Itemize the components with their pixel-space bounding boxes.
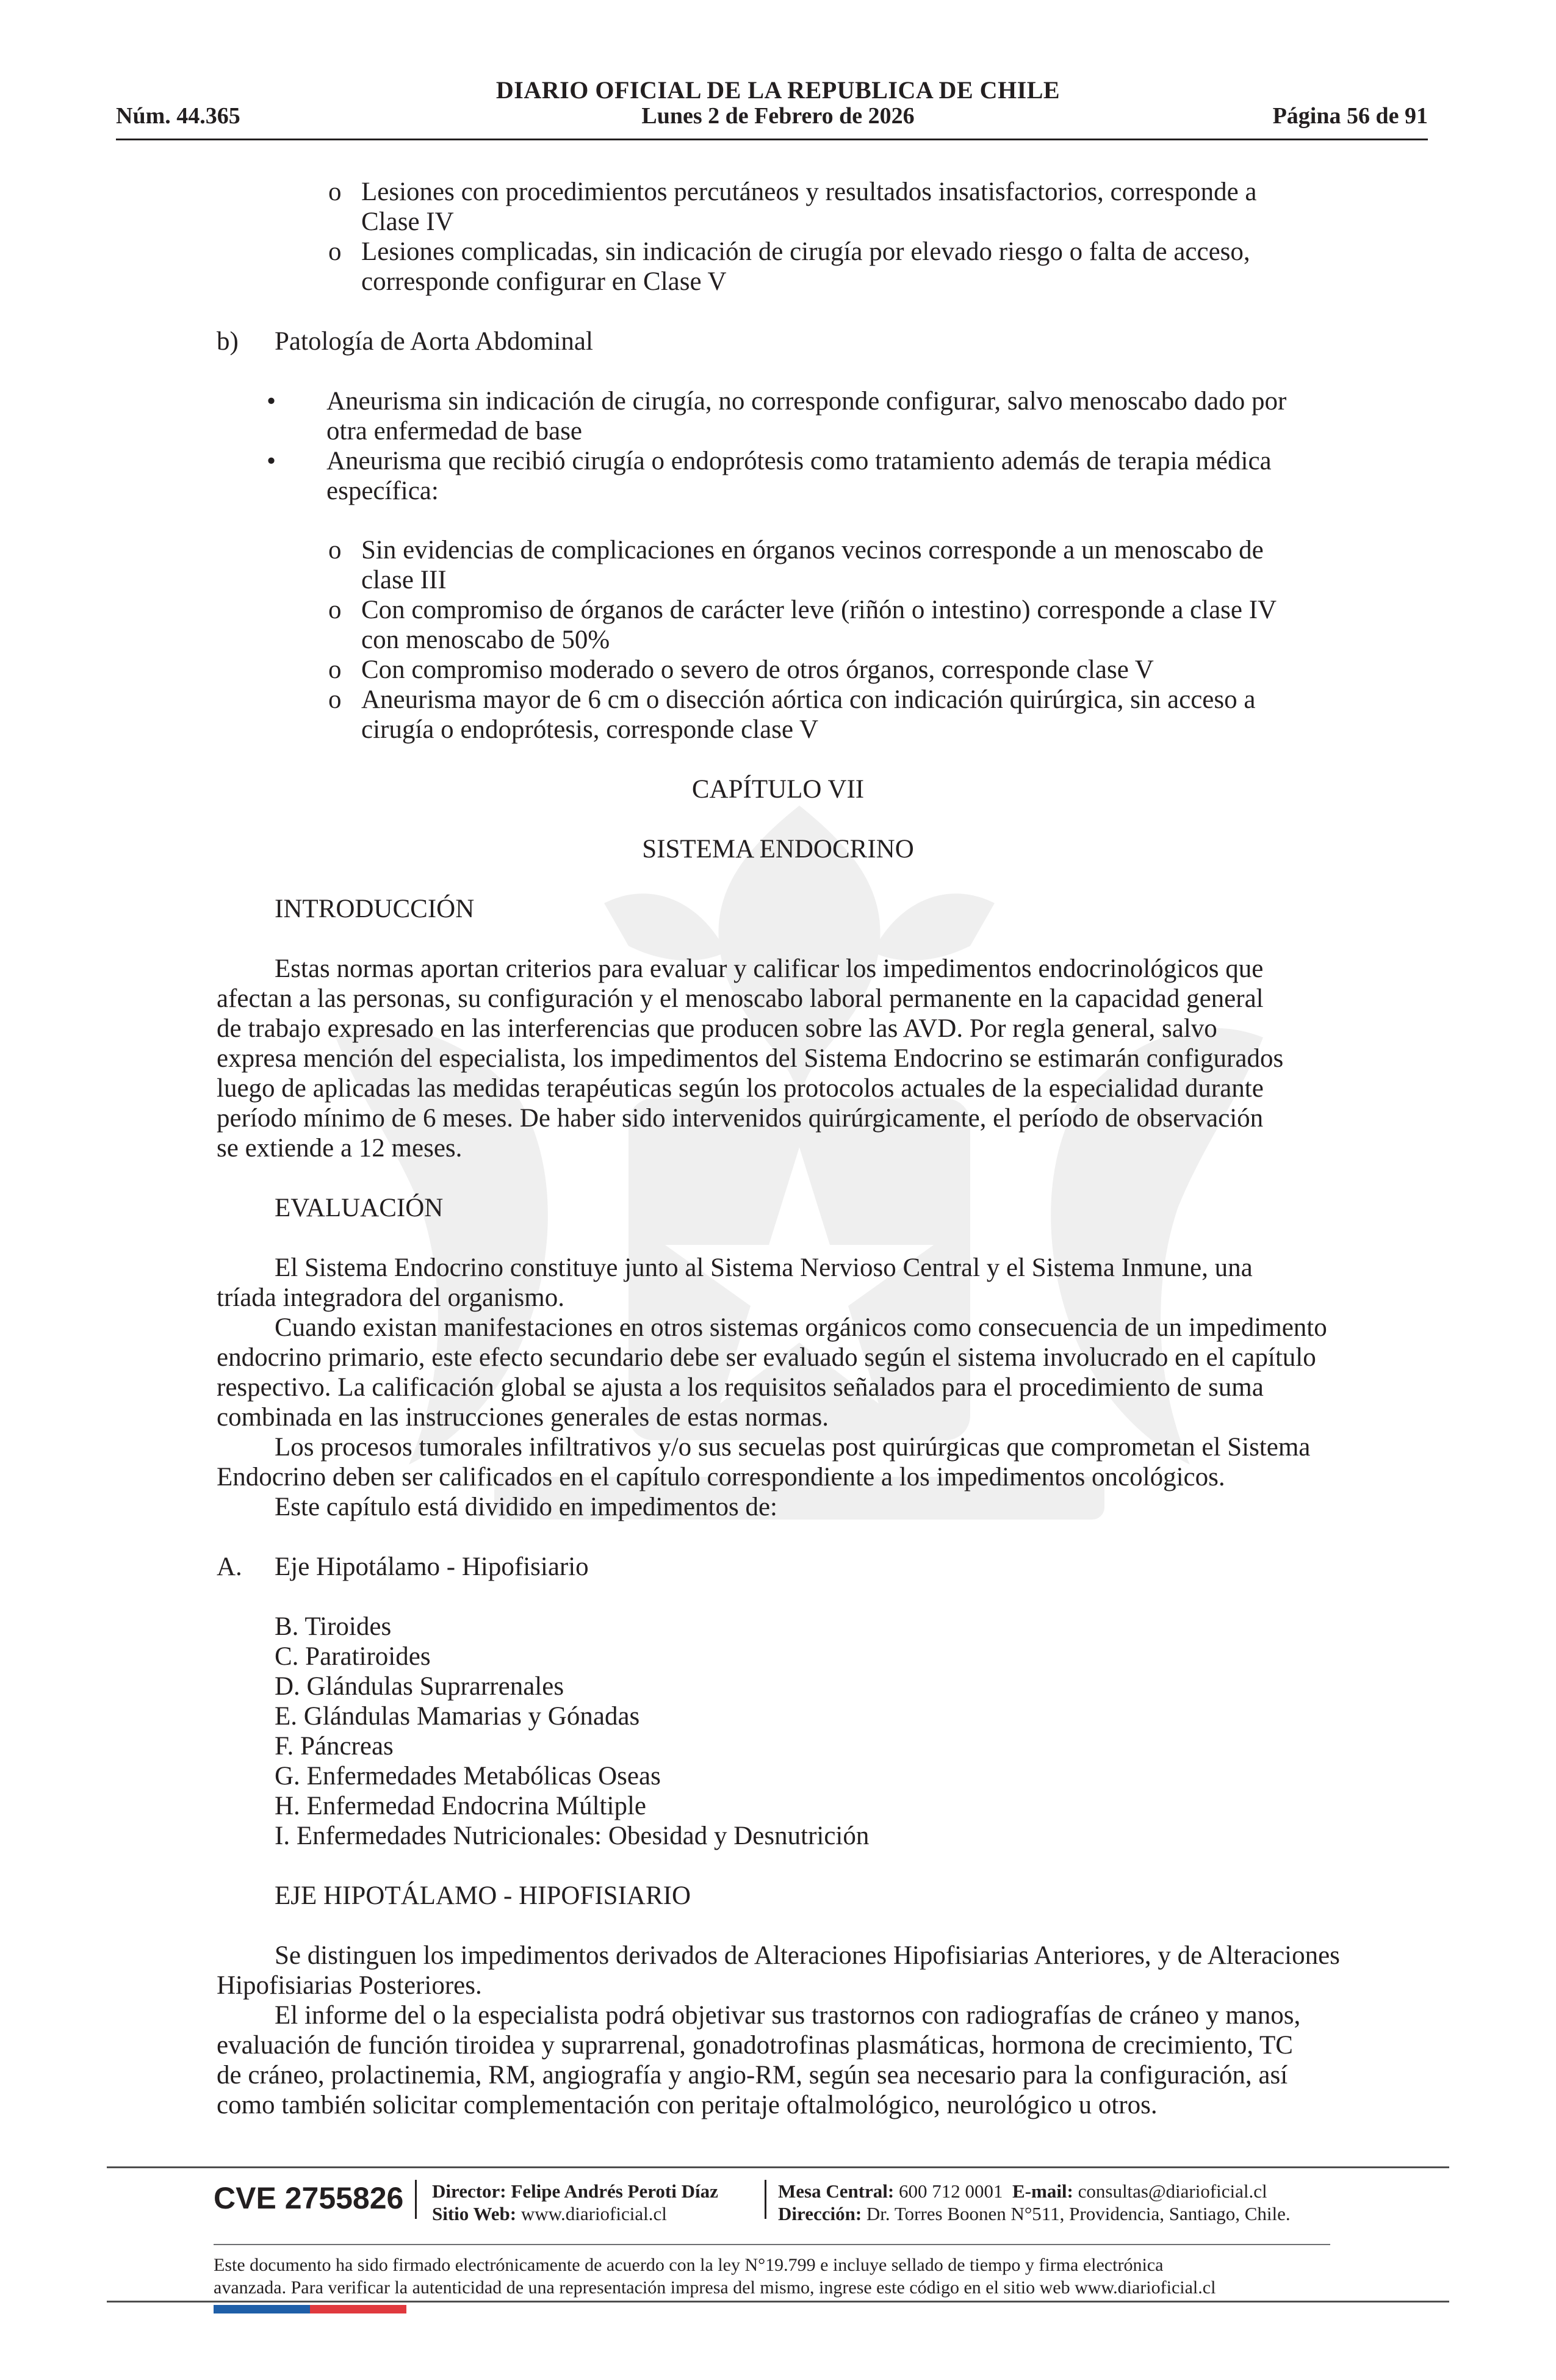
- flag-bar-blue: [214, 2305, 310, 2313]
- list-item: H. Enfermedad Endocrina Múltiple: [275, 1792, 646, 1820]
- contact-info: Mesa Central: 600 712 0001 E-mail: consultas@diarioficial.cl Dirección: Dr. Torres Boonen N°511, Providencia, Santiago, Chile.: [778, 2180, 1291, 2224]
- section-heading: INTRODUCCIÓN: [275, 895, 475, 923]
- bullet-dot: •: [267, 447, 276, 475]
- page-number: Página 56 de 91: [1272, 103, 1428, 129]
- bullet-o: o: [328, 536, 342, 564]
- impediment-list: [275, 1612, 1342, 1851]
- website-link[interactable]: www.diarioficial.cl: [520, 2203, 667, 2224]
- bullet-o: o: [328, 655, 342, 684]
- bullet-o: o: [328, 685, 342, 714]
- bullet-o: o: [328, 596, 342, 624]
- list-item: I. Enfermedades Nutricionales: Obesidad y Desnutrición: [275, 1822, 870, 1850]
- list-item: Eje Hipotálamo - Hipofisiario: [275, 1552, 589, 1581]
- list-item: C. Paratiroides: [275, 1642, 431, 1671]
- bullet-o: o: [328, 237, 342, 266]
- section-title: Patología de Aorta Abdominal: [275, 327, 593, 356]
- director-info: Director: Felipe Andrés Peroti Díaz Sitio Web: www.diarioficial.cl: [432, 2180, 718, 2224]
- paragraph: El Sistema Endocrino constituye junto al Sistema Nervioso Central y el Sistema Inmune, una tríada integradora del organismo. Cuando existan manifestaciones en otros sistemas orgánicos como consecuencia de un impedimento endocrino primario, este efecto secundario debe ser evaluado según el sistema involucrado en el capítulo respectivo. La calificación global se ajusta a los requisitos señalados para el procedimiento de suma combinada en las instrucciones generales de estas normas. Los procesos tumorales infiltrativos y/o sus secuelas post quirúrgicas que comprometan el Sistema Endocrino deben ser calificados en el capítulo correspondiente a los impedimentos oncológicos. Este capítulo está dividido en impedimentos de:: [217, 1253, 1327, 1521]
- footer-rule: [214, 2244, 1330, 2245]
- list-marker: A.: [217, 1552, 242, 1581]
- paragraph: Estas normas aportan criterios para evaluar y calificar los impedimentos endocrinológicos que afectan a las personas, su configuración y el menoscabo laboral permanente en la capacidad general de trabajo expresado en las interferencias que producen sobre las AVD. Por regla general, salvo expresa mención del especialista, los impedimentos del Sistema Endocrino se estimarán configurados luego de aplicadas las medidas terapéuticas según los protocolos actuales de la especialidad durante período mínimo de 6 meses. De haber sido intervenidos quirúrgicamente, el período de observación se extiende a 12 meses.: [217, 954, 1284, 1163]
- cve-code: CVE 2755826: [214, 2181, 404, 2215]
- list-item: Lesiones con procedimientos percutáneos y resultados insatisfactorios, corresponde a Clase IV: [361, 178, 1257, 236]
- list-item: Aneurisma sin indicación de cirugía, no corresponde configurar, salvo menoscabo dado por otra enfermedad de base: [326, 387, 1287, 445]
- publication-date: Lunes 2 de Febrero de 2026: [641, 103, 915, 129]
- footer-rule: [107, 2301, 1449, 2302]
- list-item: B. Tiroides: [275, 1612, 392, 1641]
- list-item: G. Enfermedades Metabólicas Oseas: [275, 1762, 661, 1790]
- footer-rule: [107, 2166, 1449, 2168]
- legal-notice: Este documento ha sido firmado electrónicamente de acuerdo con la ley N°19.799 e incluye sellado de tiempo y firma electrónica avanzada. Para verificar la autenticidad de una representación impresa del mismo, ingrese este código en el sitio web www.diarioficial.cl: [214, 2255, 1216, 2298]
- email-link[interactable]: consultas@diarioficial.cl: [1078, 2180, 1267, 2202]
- list-item: F. Páncreas: [275, 1732, 394, 1761]
- paragraph: Se distinguen los impedimentos derivados de Alteraciones Hipofisiarias Anteriores, y de Alteraciones Hipofisiarias Posteriores. El informe del o la especialista podrá objetivar sus trastornos con radiografías de cráneo y manos, evaluación de función tiroidea y suprarrenal, gonadotrofinas plasmáticas, hormona de crecimiento, TC de cráneo, prolactinemia, RM, angiografía y angio-RM, según sea necesario para la configuración, así como también solicitar complementación con peritaje oftalmológico, neurológico u otros.: [217, 1941, 1340, 2119]
- footer-divider: [765, 2180, 766, 2219]
- footer-divider: [415, 2180, 417, 2219]
- issue-number: Núm. 44.365: [116, 103, 240, 129]
- list-item: E. Glándulas Mamarias y Gónadas: [275, 1702, 640, 1731]
- list-item: Con compromiso de órganos de carácter leve (riñón o intestino) corresponde a clase IV con menoscabo de 50%: [361, 596, 1277, 654]
- publication-title: DIARIO OFICIAL DE LA REPUBLICA DE CHILE: [495, 76, 1061, 104]
- chapter-subtitle: SISTEMA ENDOCRINO: [642, 835, 914, 864]
- list-item: Con compromiso moderado o severo de otros órganos, corresponde clase V: [361, 655, 1154, 684]
- list-item: Aneurisma mayor de 6 cm o disección aórtica con indicación quirúrgica, sin acceso a cirugía o endoprótesis, corresponde clase V: [361, 685, 1256, 744]
- flag-bar-red: [310, 2305, 406, 2313]
- section-heading: EJE HIPOTÁLAMO - HIPOFISIARIO: [275, 1881, 691, 1910]
- list-item: D. Glándulas Suprarrenales: [275, 1672, 564, 1701]
- section-heading: EVALUACIÓN: [275, 1194, 444, 1222]
- header-rule: [116, 139, 1428, 140]
- list-item: Sin evidencias de complicaciones en órganos vecinos corresponde a un menoscabo de clase III: [361, 536, 1264, 594]
- bullet-o: o: [328, 178, 342, 206]
- chapter-title: CAPÍTULO VII: [691, 775, 865, 804]
- section-marker: b): [217, 327, 239, 356]
- bullet-dot: •: [267, 387, 276, 416]
- list-item: Lesiones complicadas, sin indicación de cirugía por elevado riesgo o falta de acceso, corresponde configurar en Clase V: [361, 237, 1250, 296]
- list-item: Aneurisma que recibió cirugía o endoprótesis como tratamiento además de terapia médica específica:: [326, 447, 1272, 505]
